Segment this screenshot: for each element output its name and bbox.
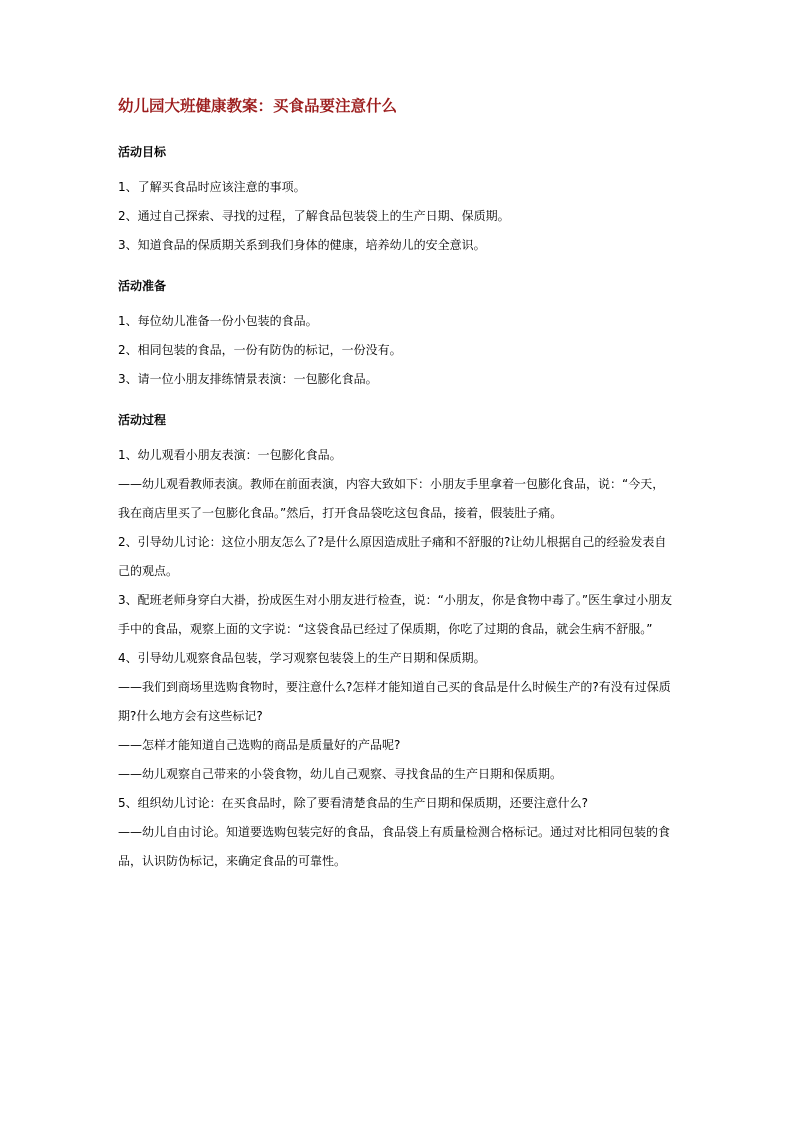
section-preparation: [118, 278, 678, 394]
section-heading: 活动准备: [118, 279, 167, 293]
process-item: 3、配班老师身穿白大褂，扮成医生对小朋友进行检查，说：“小朋友，你是食物中毒了。”医生拿过小朋友手中的食品，观察上面的文字说：“这袋食品已经过了保质期，你吃了过期的食品，就会生病不舒服。”: [118, 593, 673, 636]
preparation-item: 3、请一位小朋友排练情景表演：一包膨化食品。: [118, 372, 378, 386]
objective-item: 2、通过自己探索、寻找的过程，了解食品包装袋上的生产日期、保质期。: [118, 209, 510, 223]
process-item: ——幼儿观察自己带来的小袋食物，幼儿自己观察、寻找食品的生产日期和保质期。: [118, 767, 563, 781]
process-item: 4、引导幼儿观察食品包装，学习观察包装袋上的生产日期和保质期。: [118, 651, 486, 665]
objective-item: 1、了解买食品时应该注意的事项。: [118, 180, 306, 194]
section-objectives: [118, 144, 678, 260]
process-item: 1、幼儿观看小朋友表演：一包膨化食品。: [118, 448, 342, 462]
section-heading: 活动过程: [118, 413, 167, 427]
process-item: ——我们到商场里选购食物时，要注意什么?怎样才能知道自己买的食品是什么时候生产的?有没有过保质期?什么地方会有这些标记?: [118, 680, 671, 723]
process-item: 2、引导幼儿讨论：这位小朋友怎么了?是什么原因造成肚子痛和不舒服的?让幼儿根据自己的经验发表自己的观点。: [118, 535, 667, 578]
preparation-item: 2、相同包装的食品，一份有防伪的标记，一份没有。: [118, 343, 402, 357]
document-title: 幼儿园大班健康教案：买食品要注意什么: [118, 96, 398, 115]
process-item: 5、组织幼儿讨论：在买食品时，除了要看清楚食品的生产日期和保质期，还要注意什么?: [118, 796, 589, 810]
section-heading: 活动目标: [118, 145, 167, 159]
objective-item: 3、知道食品的保质期关系到我们身体的健康，培养幼儿的安全意识。: [118, 238, 486, 252]
preparation-item: 1、每位幼儿准备一份小包装的食品。: [118, 314, 318, 328]
process-item: ——幼儿自由讨论。知道要选购包装完好的食品，食品袋上有质量检测合格标记。通过对比相同包装的食品，认识防伪标记，来确定食品的可靠性。: [118, 825, 671, 868]
section-process: [118, 412, 678, 876]
process-item: ——怎样才能知道自己选购的商品是质量好的产品呢?: [118, 738, 401, 752]
process-item: ——幼儿观看教师表演。教师在前面表演，内容大致如下：小朋友手里拿着一包膨化食品，说：“今天，我在商店里买了一包膨化食品。”然后，打开食品袋吃这包食品，接着，假装肚子痛。: [118, 477, 665, 520]
